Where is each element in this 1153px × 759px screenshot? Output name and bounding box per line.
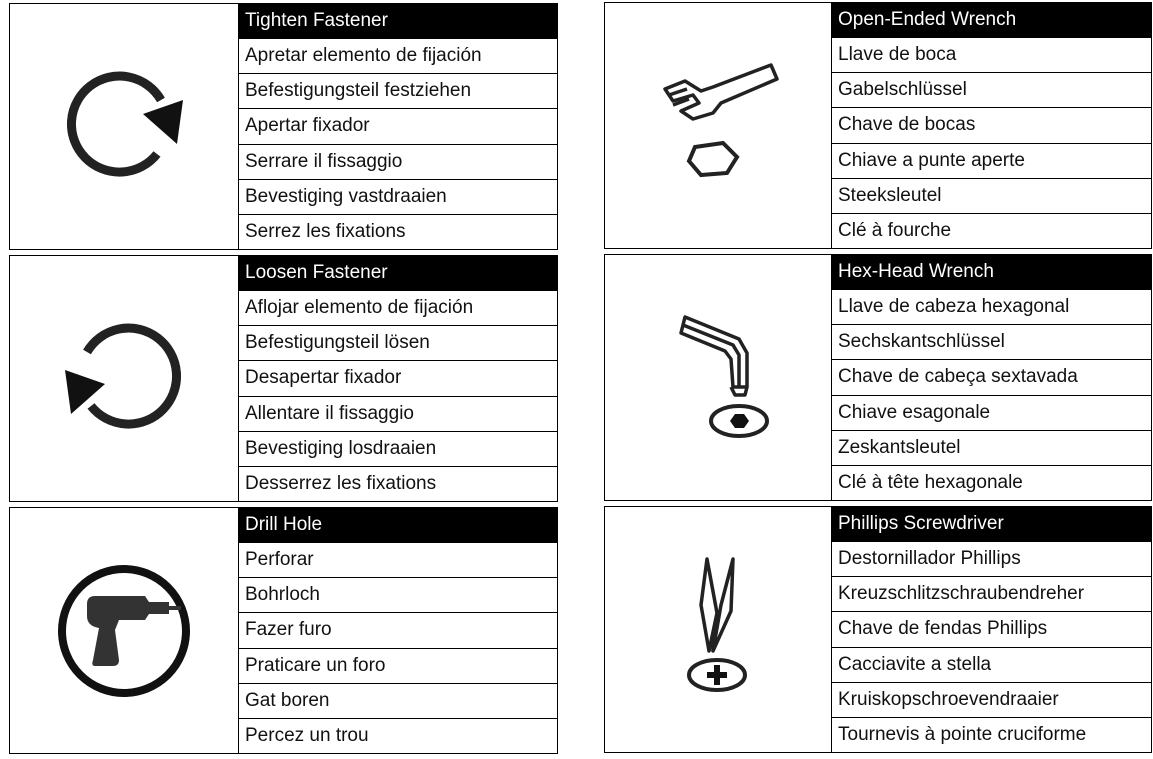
card-phillips-screwdriver <box>604 506 1152 753</box>
translation-pt: Chave de fendas Phillips <box>832 612 1151 647</box>
translation-it: Chiave a punte aperte <box>832 144 1151 179</box>
translation-de: Sechskantschlüssel <box>832 325 1151 360</box>
open-ended-wrench-icon <box>643 51 793 201</box>
translation-pt: Apertar fixador <box>239 109 557 144</box>
translation-es: Destornillador Phillips <box>832 542 1151 577</box>
translation-pt: Chave de bocas <box>832 108 1151 143</box>
translation-fr: Percez un trou <box>245 724 369 746</box>
translation-nl: Steeksleutel <box>832 179 1151 214</box>
translation-it: Allentare il fissaggio <box>239 397 557 432</box>
translation-nl: Bevestiging losdraaien <box>239 432 557 467</box>
translation-nl: Bevestiging vastdraaien <box>239 180 557 215</box>
card-title: Open-Ended Wrench <box>832 3 1151 38</box>
translation-es: Llave de cabeza hexagonal <box>832 290 1151 325</box>
card-hex-head-wrench <box>604 254 1152 501</box>
translation-nl: Gat boren <box>239 684 557 719</box>
card-title: Tighten Fastener <box>239 4 557 39</box>
translation-de: Befestigungsteil lösen <box>239 326 557 361</box>
icon-cell <box>605 255 832 500</box>
card-title: Loosen Fastener <box>239 256 557 291</box>
card-title: Phillips Screwdriver <box>832 507 1151 542</box>
card-title: Drill Hole <box>239 508 557 543</box>
drill-icon <box>49 556 199 706</box>
translation-es: Apretar elemento de fijación <box>239 39 557 74</box>
translation-it: Serrare il fissaggio <box>239 145 557 180</box>
translation-it: Chiave esagonale <box>832 396 1151 431</box>
translation-it: Cacciavite a stella <box>832 648 1151 683</box>
translation-de: Befestigungsteil festziehen <box>239 74 557 109</box>
card-drill-hole <box>9 507 558 754</box>
translation-de: Gabelschlüssel <box>832 73 1151 108</box>
loosen-counterclockwise-icon <box>49 304 199 454</box>
translation-fr: Clé à fourche <box>838 219 952 241</box>
card-open-ended-wrench <box>604 2 1152 249</box>
translation-es: Aflojar elemento de fijación <box>239 291 557 326</box>
translation-es: Perforar <box>239 543 557 578</box>
card-loosen-fastener <box>9 255 558 502</box>
icon-cell <box>10 256 239 501</box>
translation-de: Kreuzschlitzschraubendreher <box>832 577 1151 612</box>
translation-fr: Serrez les fixations <box>245 220 406 242</box>
card-title: Hex-Head Wrench <box>832 255 1151 290</box>
translation-pt: Desapertar fixador <box>239 361 557 396</box>
translation-fr: Desserrez les fixations <box>245 472 437 494</box>
translation-fr: Clé à tête hexagonale <box>838 471 1023 493</box>
card-tighten-fastener <box>9 3 558 250</box>
translation-fr: Tournevis à pointe cruciforme <box>838 723 1087 745</box>
tighten-clockwise-icon <box>49 52 199 202</box>
icon-cell <box>10 4 239 249</box>
phillips-screwdriver-icon <box>643 555 793 705</box>
hex-head-wrench-icon <box>643 303 793 453</box>
translation-it: Praticare un foro <box>239 649 557 684</box>
translation-nl: Kruiskopschroevendraaier <box>832 683 1151 718</box>
icon-cell <box>10 508 239 753</box>
icon-cell <box>605 507 832 752</box>
translation-nl: Zeskantsleutel <box>832 431 1151 466</box>
translation-es: Llave de boca <box>832 38 1151 73</box>
icon-cell <box>605 3 832 248</box>
translation-pt: Chave de cabeça sextavada <box>832 360 1151 395</box>
translation-pt: Fazer furo <box>239 613 557 648</box>
translation-de: Bohrloch <box>239 578 557 613</box>
